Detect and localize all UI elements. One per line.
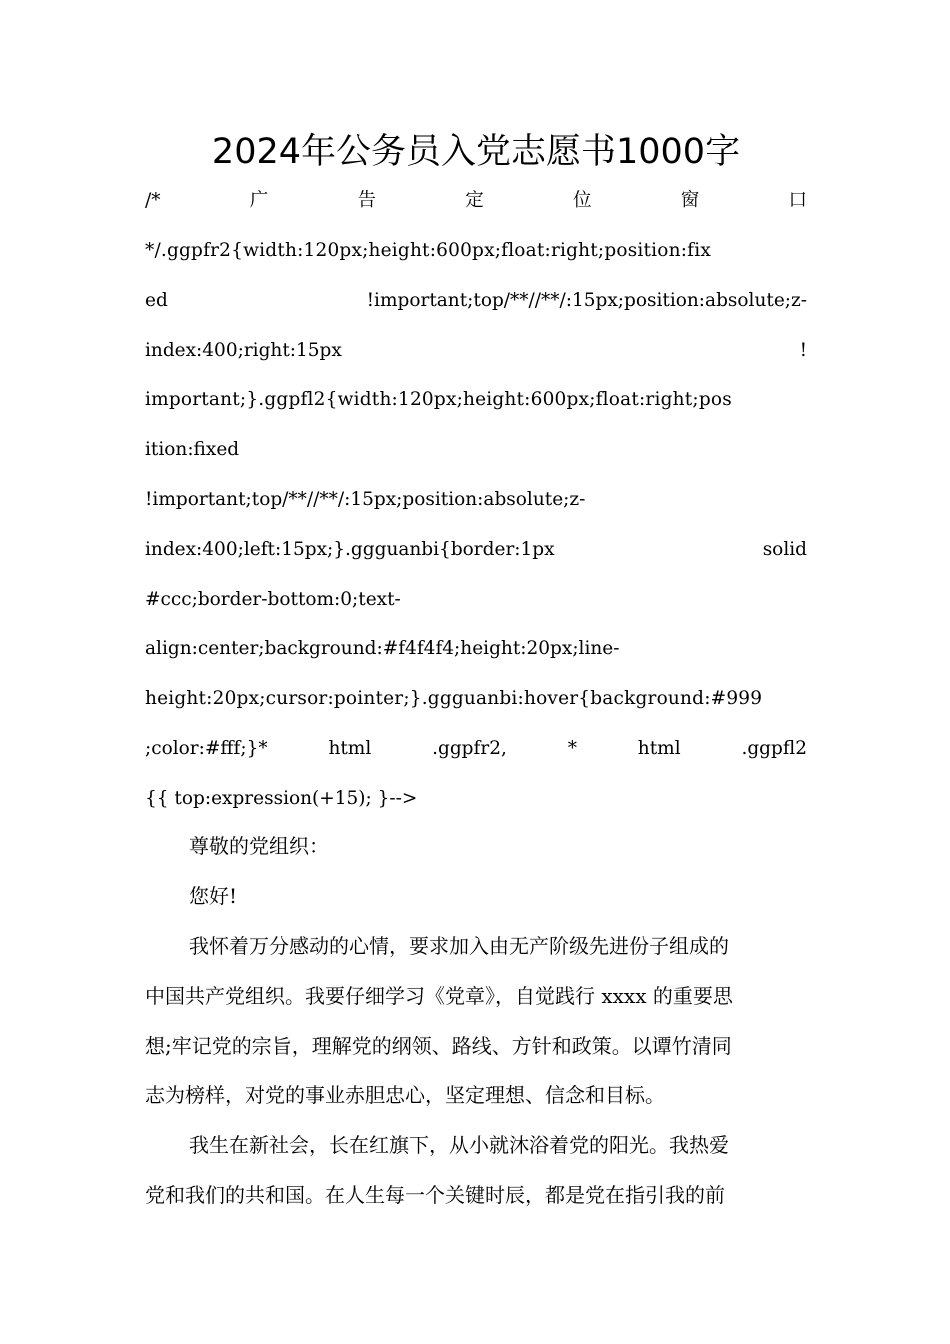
code-fragment: ! [799, 340, 807, 361]
salutation [145, 822, 807, 872]
code-fragment: ;color:#fff;}* [145, 738, 268, 759]
code-line-8 [145, 535, 807, 565]
paragraph-1 [145, 922, 807, 1121]
paragraph-line: 我生在新社会，长在红旗下，从小就沐浴着党的阳光。我热爱 [189, 1133, 729, 1157]
code-line-11: height:20px;cursor:pointer;}.ggguanbi:hover{background:#999 [145, 688, 763, 709]
code-fragment: 广 [249, 190, 269, 211]
paragraph-line: 党和我们的共和国。在人生每一个关键时辰，都是党在指引我的前 [145, 1182, 725, 1207]
document-title: 2024年公务员入党志愿书1000字 [211, 132, 741, 172]
code-fragment: html [637, 738, 681, 759]
code-line-13: {{ top:expression(+15); }--> [145, 788, 418, 809]
code-line-7: !important;top/**//**/:15px;position:absolute;z- [145, 489, 586, 510]
paragraph-line: 想;牢记党的宗旨，理解党的纲领、路线、方针和政策。以谭竹清同 [145, 1033, 732, 1058]
code-line-9: #ccc;border-bottom:0;text- [145, 589, 401, 610]
code-line-5: important;}.ggpfl2{width:120px;height:600px;float:right;pos [145, 389, 732, 410]
code-fragment: ed [145, 290, 168, 311]
salutation-text: 尊敬的党组织： [189, 834, 329, 858]
code-fragment: !important;top/**//**/:15px;position:absolute;z- [366, 290, 807, 311]
code-fragment: index:400;right:15px [145, 340, 342, 361]
code-fragment: solid [762, 539, 807, 560]
paragraph-2 [145, 1121, 807, 1221]
code-fragment: 告 [357, 190, 376, 211]
code-fragment: 定 [465, 190, 484, 211]
code-fragment: .ggpfr2, [432, 738, 507, 759]
greeting-text: 您好! [189, 884, 238, 908]
code-line-4 [145, 336, 807, 366]
code-line-2: */.ggpfr2{width:120px;height:600px;float:right;position:fix [145, 240, 711, 261]
code-line-12 [145, 734, 807, 764]
greeting [145, 872, 807, 922]
code-fragment: 位 [572, 190, 592, 211]
code-fragment: * [567, 738, 577, 759]
code-fragment: html [328, 738, 372, 759]
code-fragment: .ggpfl2 [741, 738, 807, 759]
code-line-6: ition:fixed [145, 439, 240, 460]
paragraph-line: 志为榜样，对党的事业赤胆忠心，坚定理想、信念和目标。 [145, 1083, 665, 1108]
code-line-10: align:center;background:#f4f4f4;height:20px;line- [145, 638, 620, 659]
code-line-3 [145, 286, 807, 316]
paragraph-line: 中国共产党组织。我要仔细学习《党章》，自觉践行 xxxx 的重要思 [145, 983, 733, 1008]
code-line-1 [145, 186, 807, 216]
paragraph-line: 我怀着万分感动的心情，要求加入由无产阶级先进份子组成的 [189, 934, 729, 958]
code-fragment: index:400;left:15px;}.ggguanbi{border:1px [145, 539, 555, 560]
code-fragment: /* [145, 190, 161, 211]
code-fragment: 窗 [680, 190, 700, 211]
code-fragment: 口 [788, 190, 807, 211]
